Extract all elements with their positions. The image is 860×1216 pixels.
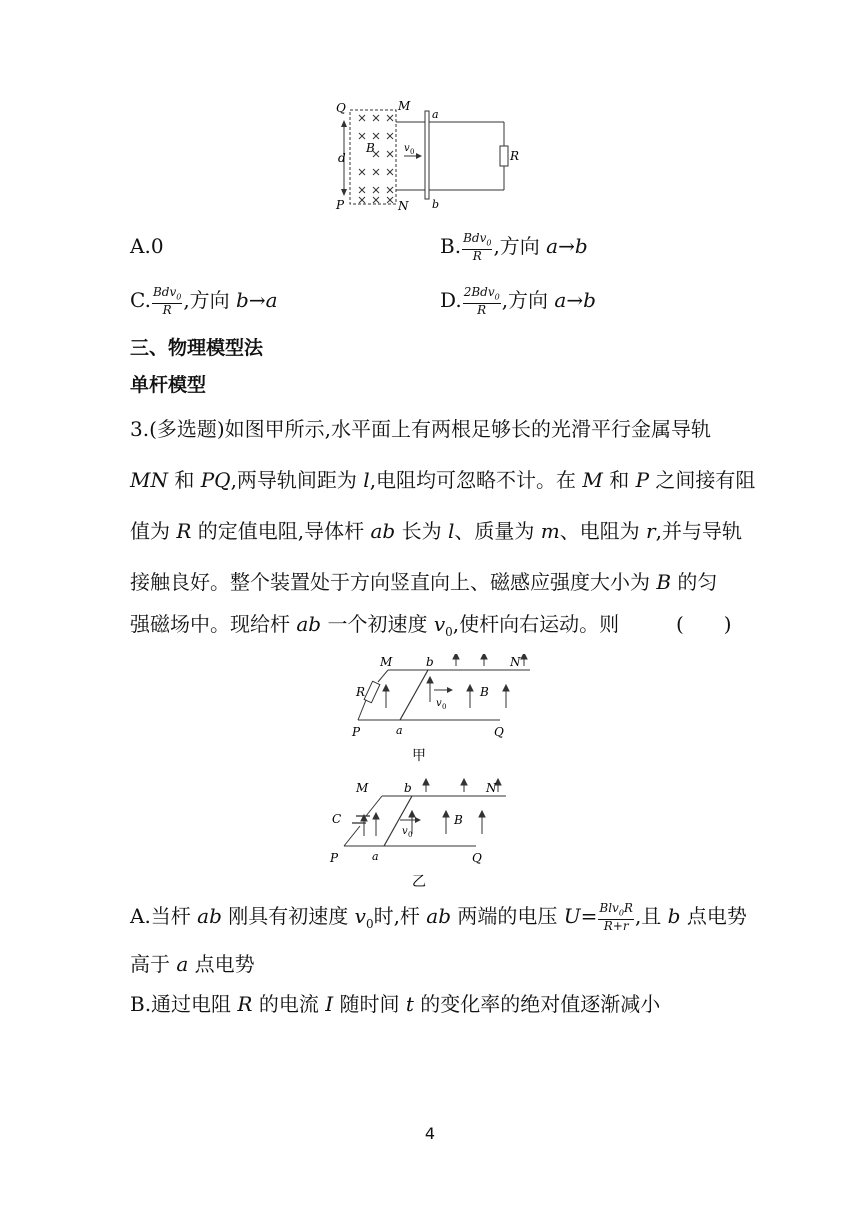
text-part: 、电阻为 bbox=[559, 519, 647, 543]
b-field-arrows bbox=[361, 779, 501, 836]
text-part: ab bbox=[370, 519, 396, 543]
label-n: N bbox=[510, 655, 521, 669]
option-b-suffix: ,方向 bbox=[493, 234, 547, 259]
option-c-prefix: C. bbox=[130, 288, 151, 313]
text-part: R bbox=[237, 992, 253, 1016]
text-part: 高于 bbox=[130, 952, 177, 976]
label-v0: v bbox=[436, 698, 442, 709]
text-part: 和 bbox=[167, 468, 201, 492]
option-a[interactable] bbox=[130, 232, 164, 260]
text-part: 、质量为 bbox=[454, 519, 541, 543]
q3-line-3 bbox=[130, 517, 742, 545]
label-c: C bbox=[332, 812, 342, 826]
text-part: 刚具有初速度 bbox=[221, 904, 355, 929]
frac-num-tail: R bbox=[623, 901, 633, 915]
label-field-b: B bbox=[480, 685, 489, 699]
text-part: B.通过电阻 bbox=[130, 992, 238, 1016]
text-part: ,两导轨间距为 bbox=[230, 468, 364, 492]
q3-line-2 bbox=[130, 466, 755, 494]
text-part: A.当杆 bbox=[130, 904, 198, 929]
label-r: R bbox=[510, 149, 520, 163]
text-part: B bbox=[656, 570, 672, 594]
label-a: a bbox=[432, 108, 439, 121]
q3-line-1: 3.(多选题)如图甲所示,水平面上有两根足够长的光滑平行金属导轨 bbox=[130, 417, 712, 441]
label-r: R bbox=[356, 685, 366, 699]
option-d-direction: a→b bbox=[554, 288, 596, 313]
q3-line-5 bbox=[130, 610, 619, 646]
text-part: 0 bbox=[445, 625, 453, 639]
label-field-b: B bbox=[366, 141, 375, 155]
label-m: M bbox=[398, 99, 411, 113]
figure-2-circuit-resistor bbox=[340, 654, 540, 764]
frac-num: 2Bdv bbox=[463, 285, 495, 299]
text-part: l bbox=[447, 519, 455, 543]
text-part: ,电阻均可忽略不计。在 bbox=[369, 468, 583, 492]
option-d-prefix: D. bbox=[440, 288, 462, 313]
text-part: 随时间 bbox=[333, 992, 406, 1016]
label-n: N bbox=[398, 199, 409, 213]
figure-3-caption: 乙 bbox=[412, 874, 426, 890]
option-d-suffix: ,方向 bbox=[501, 288, 555, 313]
label-m: M bbox=[356, 781, 369, 795]
option-c[interactable] bbox=[130, 286, 278, 317]
text-part: v bbox=[433, 612, 446, 636]
frac-sub: 0 bbox=[618, 908, 624, 918]
page-number: 4 bbox=[424, 1124, 436, 1143]
label-v0-sub: 0 bbox=[410, 148, 415, 156]
text-part: t bbox=[405, 992, 414, 1016]
text-part: 点电势 bbox=[680, 904, 747, 929]
frac-den: R bbox=[472, 249, 482, 264]
text-part: ,使杆向右运动。则 bbox=[452, 612, 620, 636]
option-d-fraction bbox=[463, 286, 501, 317]
option-b[interactable] bbox=[440, 232, 588, 263]
text-part: m bbox=[540, 519, 560, 543]
q3-option-a[interactable] bbox=[130, 902, 747, 938]
figure-1-circuit bbox=[330, 98, 530, 214]
option-c-suffix: ,方向 bbox=[183, 288, 237, 313]
frac-den: R bbox=[162, 303, 172, 318]
text-part: 两端的电压 bbox=[451, 904, 564, 929]
text-part: 一个初速度 bbox=[321, 612, 434, 636]
section-heading: 三、物理模型法 bbox=[130, 337, 264, 359]
frac-sub: 0 bbox=[486, 238, 492, 248]
label-v0: v bbox=[404, 143, 410, 154]
option-b-direction: a→b bbox=[546, 234, 588, 259]
label-b: b bbox=[432, 198, 440, 211]
text-part: 值为 bbox=[130, 519, 177, 543]
option-b-prefix: B. bbox=[440, 234, 462, 259]
b-field-arrows bbox=[383, 654, 527, 708]
text-part: 之间接有阻 bbox=[649, 468, 756, 492]
label-p: P bbox=[352, 725, 361, 739]
label-v0-sub: 0 bbox=[442, 703, 447, 711]
frac-den: R bbox=[477, 303, 487, 318]
label-a: a bbox=[396, 724, 403, 737]
text-part: ab bbox=[197, 904, 222, 929]
label-q: Q bbox=[336, 101, 346, 115]
text-part: 时,杆 bbox=[373, 904, 427, 929]
frac-num: Blv bbox=[599, 901, 619, 915]
option-c-fraction bbox=[152, 286, 182, 317]
label-d: d bbox=[338, 151, 346, 165]
text-part: MN bbox=[130, 468, 168, 492]
text-part: 和 bbox=[602, 468, 636, 492]
text-part: 的匀 bbox=[671, 570, 718, 594]
answer-bracket[interactable]: ( ) bbox=[676, 612, 732, 636]
text-part: b bbox=[667, 904, 681, 929]
label-q: Q bbox=[472, 851, 482, 865]
frac-sub: 0 bbox=[494, 292, 500, 302]
text-part: 的变化率的绝对值逐渐减小 bbox=[413, 992, 661, 1016]
text-part: I bbox=[325, 992, 334, 1016]
label-m: M bbox=[380, 655, 393, 669]
text-part: 0 bbox=[365, 917, 374, 932]
text-part: ,并与导轨 bbox=[655, 519, 742, 543]
frac-sub: 0 bbox=[176, 292, 182, 302]
label-field-b: B bbox=[454, 813, 463, 827]
text-part: 强磁场中。现给杆 bbox=[130, 612, 297, 636]
q3-option-b[interactable] bbox=[130, 990, 660, 1018]
q3-line-4 bbox=[130, 568, 717, 596]
text-part: 的定值电阻,导体杆 bbox=[191, 519, 371, 543]
text-part: R bbox=[176, 519, 192, 543]
option-a-text: 0 bbox=[150, 234, 164, 258]
label-v0-sub: 0 bbox=[408, 831, 413, 839]
text-part: ,且 bbox=[634, 904, 668, 929]
label-q: Q bbox=[494, 725, 504, 739]
text-part: 接触良好。整个装置处于方向竖直向上、磁感应强度大小为 bbox=[130, 570, 657, 594]
text-part: a bbox=[176, 952, 189, 976]
text-part: ab bbox=[296, 612, 322, 636]
text-part: 的电流 bbox=[252, 992, 326, 1016]
label-a: a bbox=[372, 850, 379, 863]
field-crosses bbox=[359, 115, 393, 203]
text-part: l bbox=[363, 468, 370, 492]
label-b: b bbox=[404, 781, 412, 795]
frac-num: Bdv bbox=[463, 231, 487, 245]
q3-option-a-line-2 bbox=[130, 950, 255, 978]
option-d[interactable] bbox=[440, 286, 596, 317]
label-v0: v bbox=[402, 826, 408, 837]
frac-den: R+r bbox=[603, 919, 629, 934]
option-a-prefix: A. bbox=[130, 234, 151, 258]
label-n: N bbox=[486, 781, 497, 795]
label-b: b bbox=[426, 655, 434, 669]
text-part: ab bbox=[426, 904, 452, 929]
subsection-heading: 单杆模型 bbox=[130, 374, 207, 396]
figure-2-caption: 甲 bbox=[412, 748, 426, 764]
text-part: v bbox=[354, 904, 366, 929]
voltage-fraction bbox=[598, 902, 634, 933]
label-p: P bbox=[336, 198, 345, 212]
text-part: 长为 bbox=[395, 519, 448, 543]
text-part: PQ bbox=[200, 468, 231, 492]
figure-3-circuit-capacitor bbox=[326, 778, 526, 890]
text-part: M bbox=[582, 468, 603, 492]
option-c-direction: b→a bbox=[236, 288, 278, 313]
frac-num: Bdv bbox=[152, 285, 177, 299]
text-part: r bbox=[646, 519, 656, 543]
text-part: = bbox=[580, 904, 598, 929]
text-part: 点电势 bbox=[188, 952, 255, 976]
text-part: P bbox=[635, 468, 650, 492]
label-p: P bbox=[330, 851, 339, 865]
option-b-fraction bbox=[462, 232, 492, 263]
text-part: U bbox=[563, 904, 581, 929]
